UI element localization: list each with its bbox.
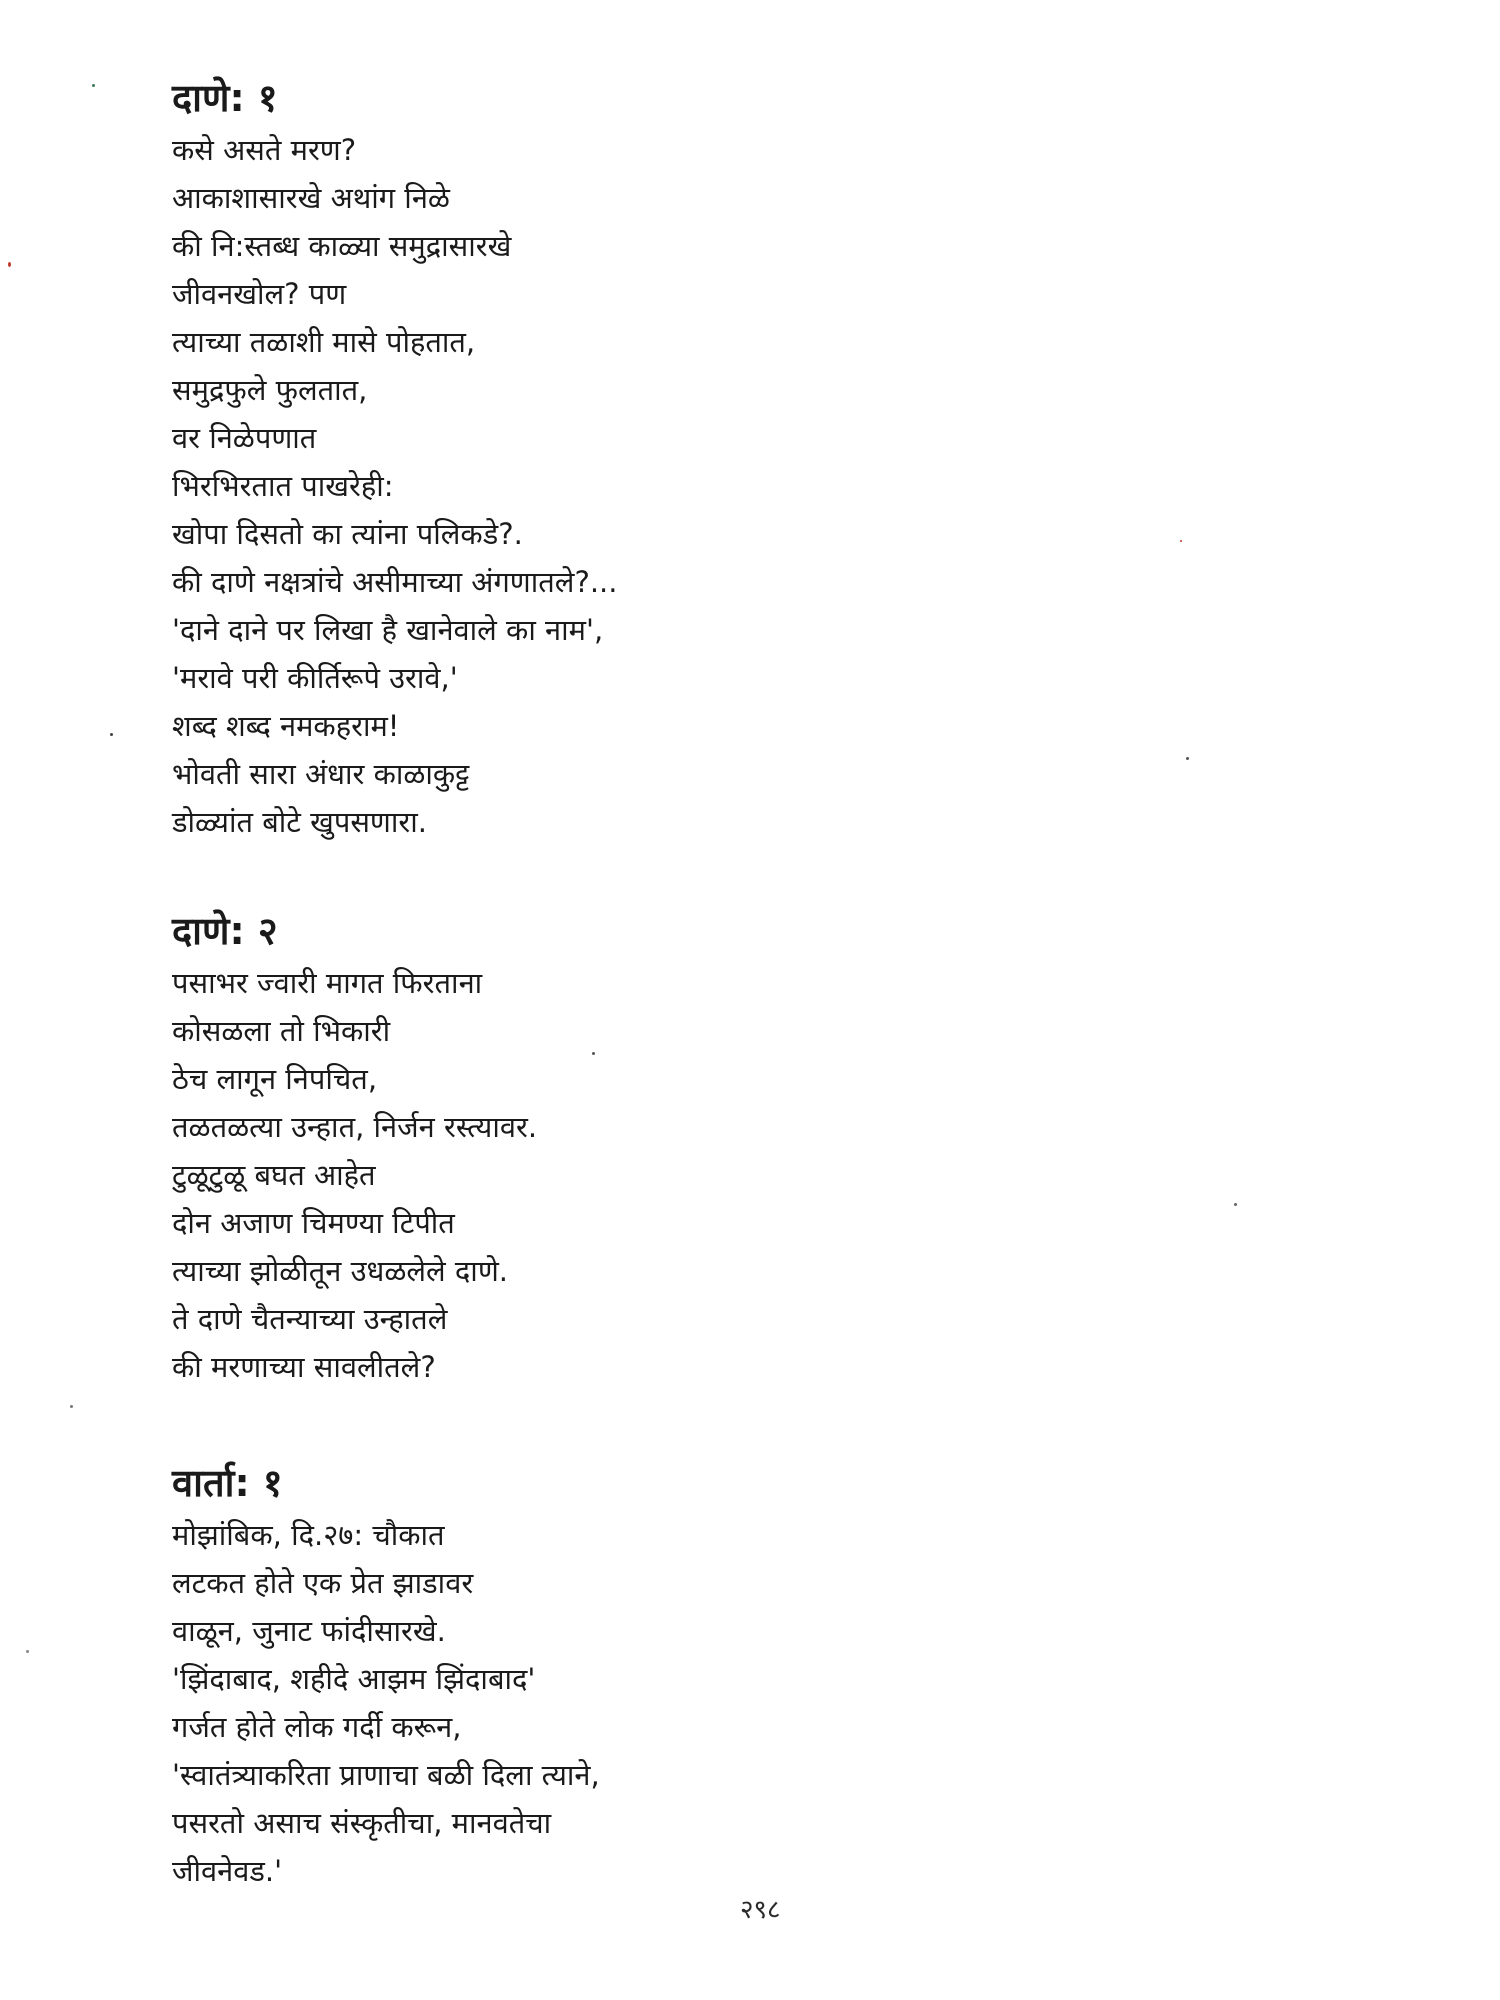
poem-line: 'मरावे परी कीर्तिरूपे उरावे,' bbox=[172, 661, 458, 695]
poem-line: भिरभिरतात पाखरेही: bbox=[172, 469, 394, 503]
scan-speck bbox=[1180, 540, 1182, 542]
poem-line: की मरणाच्या सावलीतले? bbox=[172, 1350, 436, 1384]
poem-line: त्याच्या झोळीतून उधळलेले दाणे. bbox=[172, 1254, 509, 1288]
scan-speck bbox=[110, 733, 113, 736]
poem-line: समुद्रफुले फुलतात, bbox=[172, 373, 368, 407]
poem-line: लटकत होते एक प्रेत झाडावर bbox=[172, 1566, 474, 1600]
poem-line: की दाणे नक्षत्रांचे असीमाच्या अंगणातले?... bbox=[172, 565, 618, 599]
poem-line: तळतळत्या उन्हात, निर्जन रस्त्यावर. bbox=[172, 1110, 538, 1144]
poem-line: ते दाणे चैतन्याच्या उन्हातले bbox=[172, 1302, 448, 1336]
poem-line: कोसळला तो भिकारी bbox=[172, 1014, 391, 1048]
poem-line: मोझांबिक, दि.२७: चौकात bbox=[172, 1518, 445, 1552]
poem-daane-1 bbox=[172, 70, 1322, 846]
poem-line: खोपा दिसतो का त्यांना पलिकडे?. bbox=[172, 517, 523, 551]
poem-line: वाळून, जुनाट फांदीसारखे. bbox=[172, 1614, 446, 1648]
page-number: २९८ bbox=[740, 1895, 781, 1925]
poem-line: 'दाने दाने पर लिखा है खानेवाले का नाम', bbox=[172, 613, 604, 647]
poem-line: वर निळेपणात bbox=[172, 421, 317, 455]
poem-title: दाणे: १ bbox=[172, 76, 278, 120]
poem-line: ठेच लागून निपचित, bbox=[172, 1062, 378, 1096]
poem-line: दोन अजाण चिमण्या टिपीत bbox=[172, 1206, 455, 1240]
scan-speck bbox=[70, 1405, 73, 1408]
poem-line: कसे असते मरण? bbox=[172, 133, 357, 167]
poem-title: वार्ता: १ bbox=[172, 1461, 283, 1505]
poem-line: पसरतो असाच संस्कृतीचा, मानवतेचा bbox=[172, 1806, 552, 1840]
poem-line: गर्जत होते लोक गर्दी करून, bbox=[172, 1710, 462, 1744]
scan-speck bbox=[92, 84, 95, 87]
poem-line: जीवनेवड.' bbox=[172, 1854, 283, 1888]
poem-line: भोवती सारा अंधार काळाकुट्ट bbox=[172, 757, 470, 791]
poem-title: दाणे: २ bbox=[172, 909, 278, 953]
poem-line: त्याच्या तळाशी मासे पोहतात, bbox=[172, 325, 476, 359]
poem-line: टुळूटुळू बघत आहेत bbox=[172, 1158, 376, 1192]
scan-speck bbox=[1186, 757, 1189, 760]
poem-daane-2 bbox=[172, 903, 1322, 1391]
poem-line: 'स्वातंत्र्याकरिता प्राणाचा बळी दिला त्याने, bbox=[172, 1758, 600, 1792]
poem-line: पसाभर ज्वारी मागत फिरताना bbox=[172, 966, 483, 1000]
poem-line: शब्द शब्द नमकहराम! bbox=[172, 709, 400, 743]
poem-line: आकाशासारखे अथांग निळे bbox=[172, 181, 450, 215]
poem-line: जीवनखोल? पण bbox=[172, 277, 347, 311]
poem-line: 'झिंदाबाद, शहीदे आझम झिंदाबाद' bbox=[172, 1662, 536, 1696]
poem-line: की नि:स्तब्ध काळ्या समुद्रासारखे bbox=[172, 229, 512, 263]
poem-vaarta-1 bbox=[172, 1455, 1322, 1895]
poem-line: डोळ्यांत बोटे खुपसणारा. bbox=[172, 805, 427, 839]
scan-speck bbox=[592, 1052, 595, 1055]
scan-speck bbox=[26, 1650, 29, 1653]
scan-speck bbox=[8, 262, 11, 267]
scan-speck bbox=[1234, 1203, 1237, 1206]
